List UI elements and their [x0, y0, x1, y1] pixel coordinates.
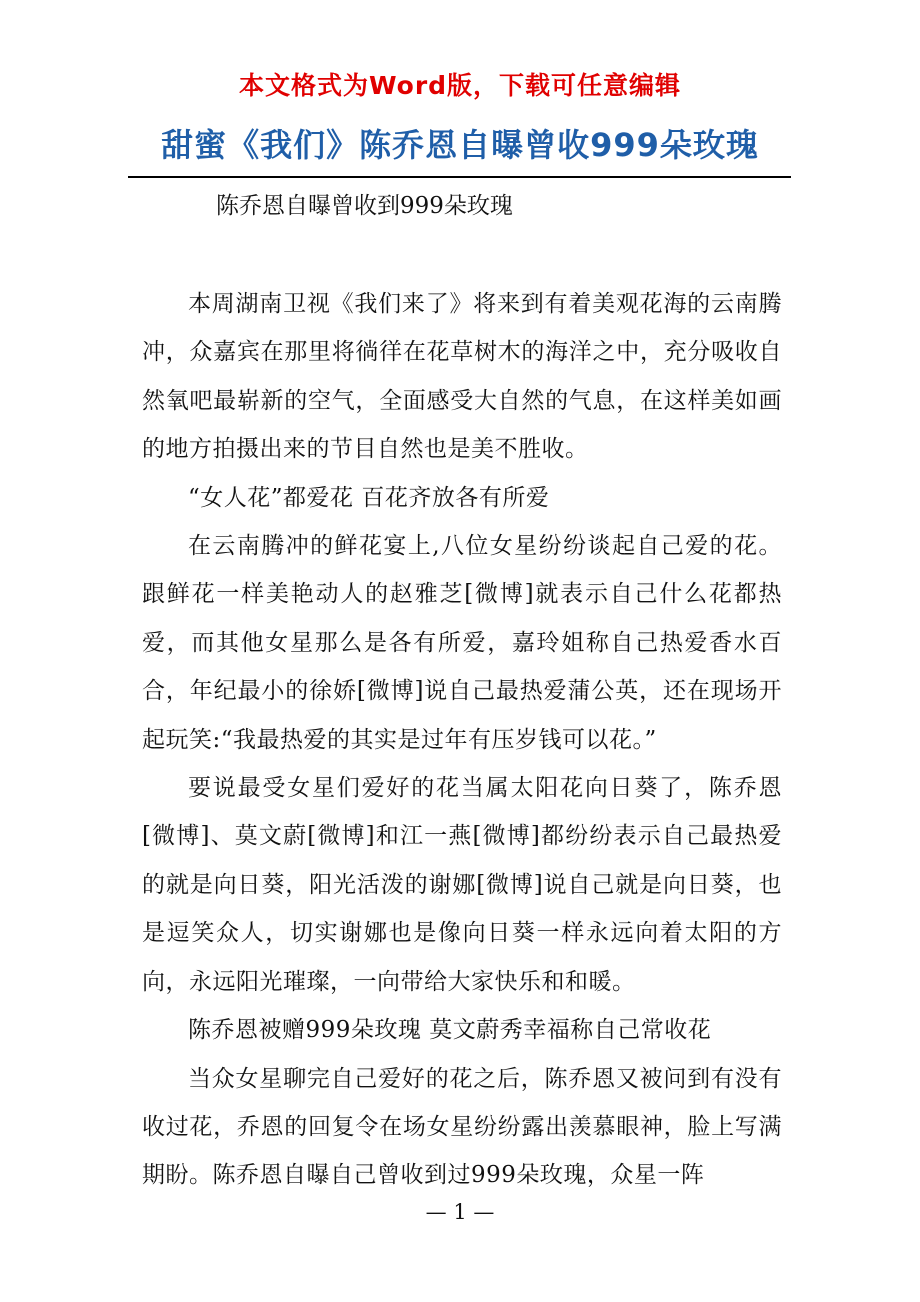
title-divider	[128, 176, 791, 178]
paragraph-sunflower: 要说最受女星们爱好的花当属太阳花向日葵了，陈乔恩[微博]、莫文蔚[微博]和江一燕[微博]都纷纷表示自己最热爱的就是向日葵，阳光活泼的谢娜[微博]说自己就是向日葵，也是逗笑众人，切实谢娜也是像向日葵一样永远向着太阳的方向，永远阳光璀璨，一向带给大家快乐和和暖。	[142, 775, 782, 995]
paragraph-flower-banquet: 在云南腾冲的鲜花宴上,八位女星纷纷谈起自己爱的花。跟鲜花一样美艳动人的赵雅芝[微博]就表示自己什么花都热爱，而其他女星那么是各有所爱，嘉玲姐称自己热爱香水百合，年纪最小的徐娇[微博]说自己最热爱蒲公英，还在现场开起玩笑:“我最热爱的其实是过年有压岁钱可以花。”	[142, 533, 782, 753]
article-subheading: 陈乔恩自曝曾收到999朵玫瑰	[216, 193, 513, 219]
section-heading-roses: 陈乔恩被赠999朵玫瑰 莫文蔚秀幸福称自己常收花	[188, 1017, 712, 1044]
section-heading-women-flowers: “女人花”都爱花 百花齐放各有所爱	[188, 484, 550, 511]
paragraph-intro: 本周湖南卫视《我们来了》将来到有着美观花海的云南腾冲，众嘉宾在那里将徜徉在花草树木的海洋之中，充分吸收自然氧吧最崭新的空气，全面感受大自然的气息，在这样美如画的地方拍摄出来的节目自然也是美不胜收。	[142, 291, 782, 463]
format-notice-banner: 本文格式为Word版，下载可任意编辑	[238, 71, 682, 100]
article-body	[142, 280, 782, 1200]
page-number: — 1 —	[425, 1200, 495, 1224]
article-title: 甜蜜《我们》陈乔恩自曝曾收999朵玫瑰	[161, 126, 759, 164]
paragraph-roses: 当众女星聊完自己爱好的花之后，陈乔恩又被问到有没有收过花，乔恩的回复令在场女星纷纷露出羡慕眼神，脸上写满期盼。陈乔恩自曝自己曾收到过999朵玫瑰，众星一阵	[142, 1065, 782, 1189]
